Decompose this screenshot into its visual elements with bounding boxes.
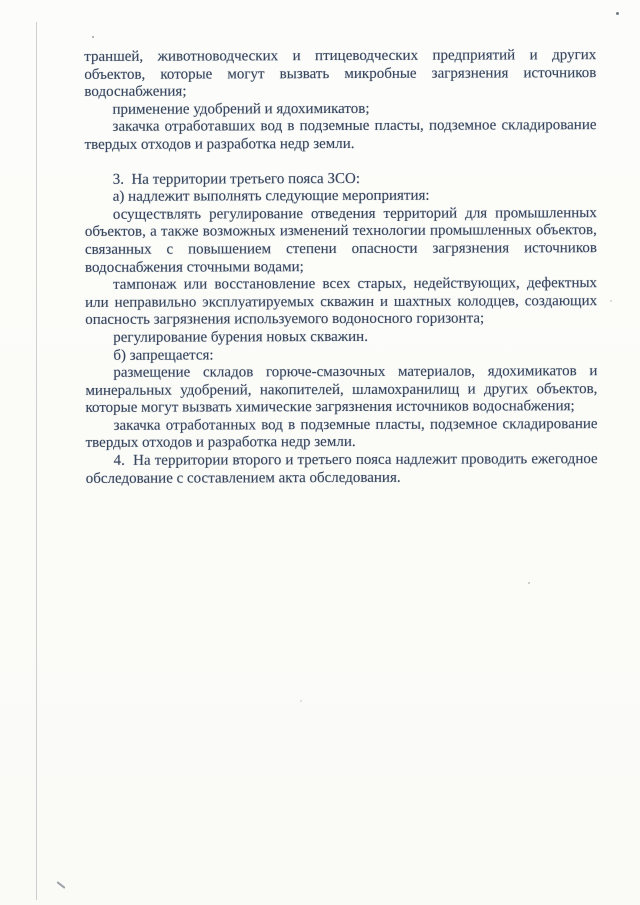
scan-speck [528,582,530,584]
paragraph: закачка отработанных вод в подземные пласты, подземное складирование твердых отходов и разработка недр земли. [85,415,598,452]
paragraph: закачка отработавших вод в подземные пласты, подземное складирование твердых отходов и разработка недр земли. [84,117,597,153]
numbered-item-3: 3. На территории третьего пояса ЗСО: [112,170,360,188]
scan-scratch-mark [56,881,65,889]
paragraph: траншей, животноводческих и птицеводческих предприятий и других объектов, которые могут вызвать микробные загрязнения источников водоснабжения; [84,47,597,101]
paragraph: размещение складов горюче-смазочных материалов, ядохимикатов и минеральных удобрений, накопителей, шламохранилищ и других объектов, которые могут вызвать химические загрязнения источников водоснабжения; [85,363,598,417]
subitem-a: а) надлежит выполнять следующие мероприятия: [112,187,430,205]
scan-edge-line [36,22,37,900]
scan-speck [300,700,302,702]
scan-speck [616,12,619,15]
scan-speck [92,36,94,38]
document-body [84,47,598,488]
paragraph: тампонаж или восстановление всех старых, недействующих, дефектных или неправильно эксплуатируемых скважин и шахтных колодцев, создающих опасность загрязнения используемого водоносного горизонта; [85,275,598,329]
paragraph: регулирование бурения новых скважин. [113,328,368,346]
subitem-b: б) запрещается: [113,346,214,364]
numbered-item-4: 4. На территории второго и третьего пояса надлежит проводить ежегодное обследование с составлением акта обследования. [85,451,598,487]
paragraph: осуществлять регулирование отведения территорий для промышленных объектов, а также возможных изменений технологии промышленных объектов, связанных с повышением степени опасности загрязнения источников водоснабжения сточными водами; [84,204,597,276]
scan-speck [610,300,612,302]
paragraph: применение удобрений и ядохимикатов; [112,100,370,118]
